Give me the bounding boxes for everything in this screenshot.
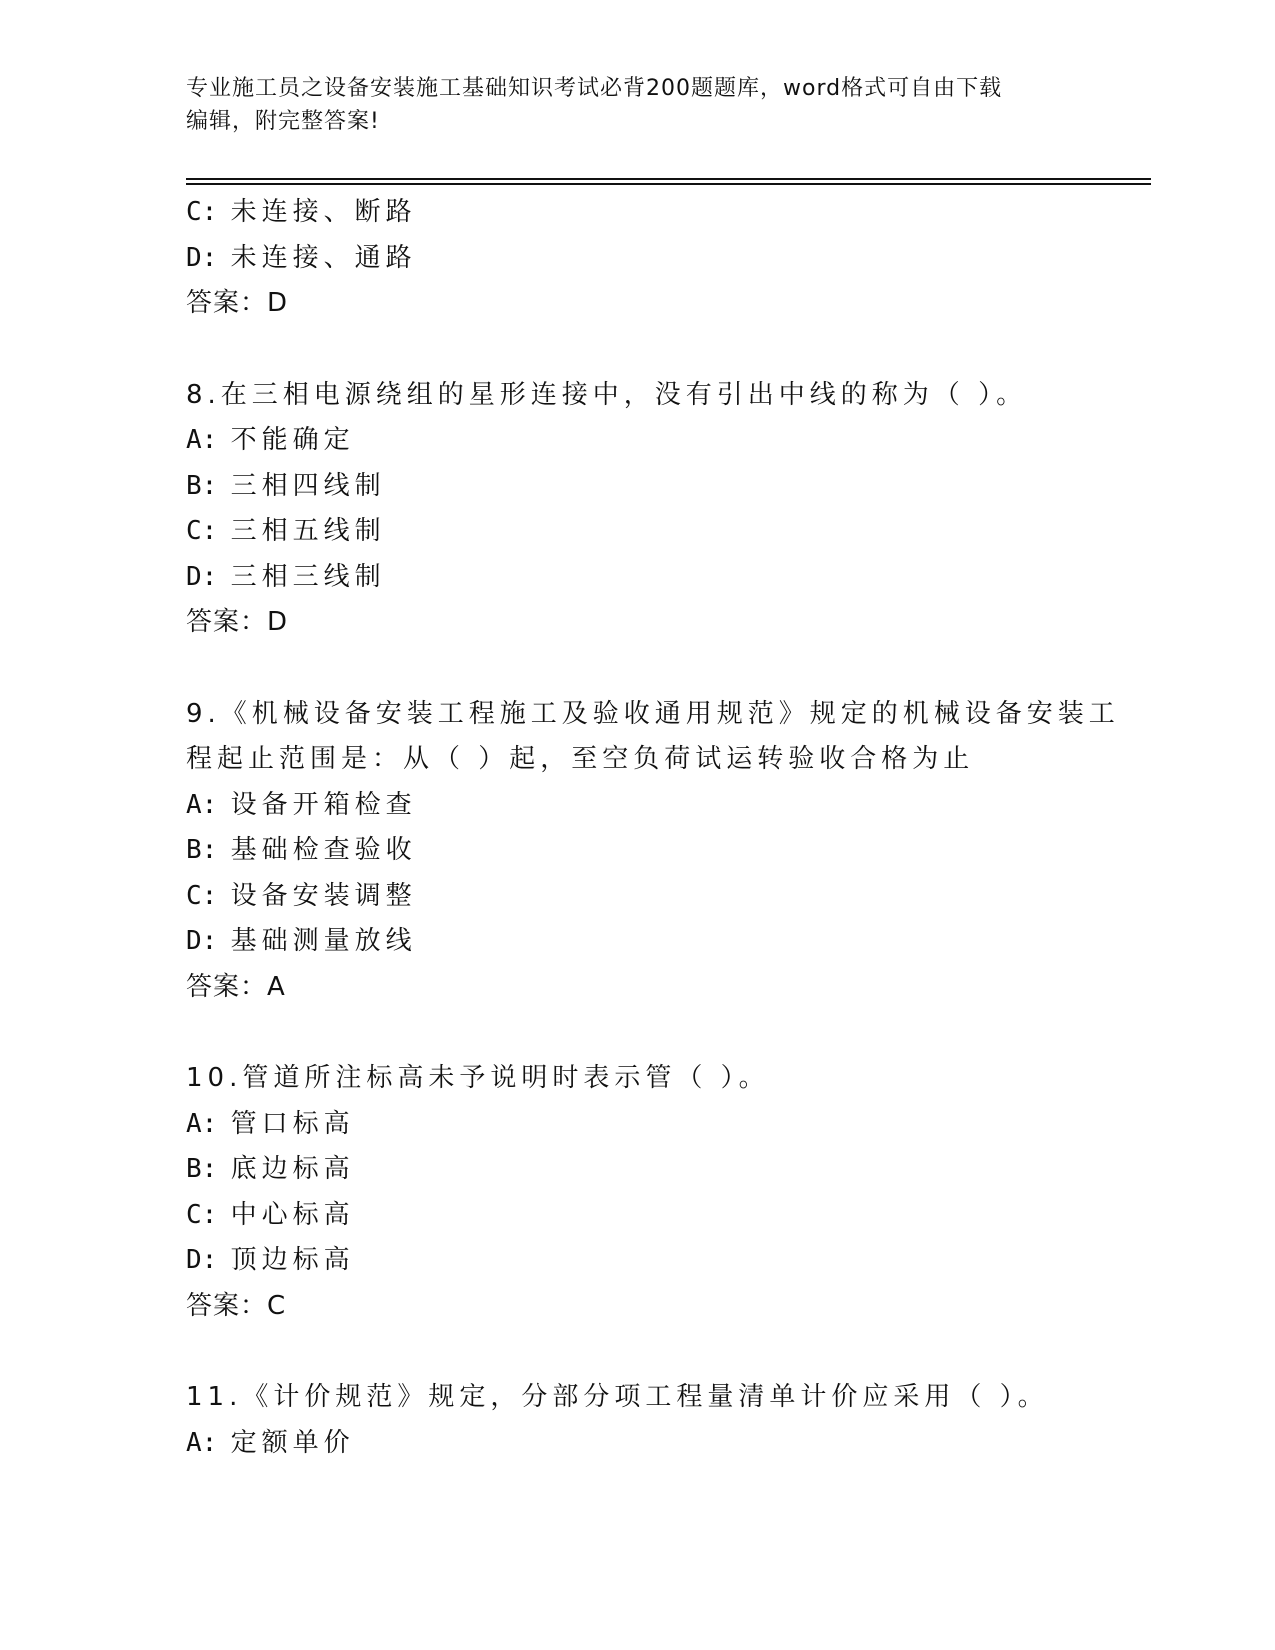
option-text: 三相四线制 bbox=[230, 470, 386, 501]
option-letter: B: bbox=[186, 470, 218, 501]
option-text: 中心标高 bbox=[230, 1199, 355, 1230]
option-text: 三相五线制 bbox=[230, 516, 386, 546]
carryover-block bbox=[186, 190, 1086, 327]
page-header bbox=[186, 72, 1086, 138]
option-letter: D: bbox=[186, 561, 218, 592]
option-text: 管口标高 bbox=[230, 1108, 355, 1139]
option-text: 不能确定 bbox=[230, 425, 355, 455]
option-letter: D: bbox=[186, 926, 218, 956]
option-text: 基础检查验收 bbox=[230, 835, 417, 865]
header-title-line-2: 编辑，附完整答案! bbox=[186, 109, 380, 134]
question-block-11 bbox=[186, 1375, 1086, 1466]
option-line bbox=[186, 464, 1086, 510]
option-letter: B: bbox=[186, 1154, 218, 1184]
option-text: 未连接、断路 bbox=[230, 197, 417, 227]
option-letter: A: bbox=[186, 1108, 218, 1139]
option-line bbox=[186, 783, 1086, 829]
option-letter: D: bbox=[186, 242, 218, 273]
question-title: 10.管道所注标高未予说明时表示管（ ）。 bbox=[186, 1063, 770, 1093]
option-text: 设备开箱检查 bbox=[230, 789, 417, 820]
question-title: 9.《机械设备安装工程施工及验收通用规范》规定的机械设备安装工 bbox=[186, 698, 1120, 729]
question-title: 11.《计价规范》规定，分部分项工程量清单计价应采用（ ）。 bbox=[186, 1382, 1049, 1412]
header-divider-bottom bbox=[186, 183, 1151, 185]
question-gap bbox=[186, 1010, 1086, 1056]
option-text: 基础测量放线 bbox=[230, 926, 417, 956]
option-line bbox=[186, 874, 1086, 920]
option-text: 未连接、通路 bbox=[230, 242, 417, 273]
option-line bbox=[186, 1421, 1086, 1467]
option-line bbox=[186, 828, 1086, 874]
header-divider-top bbox=[186, 178, 1151, 180]
answer-line: 答案：D bbox=[186, 288, 289, 318]
option-line bbox=[186, 1102, 1086, 1148]
question-gap bbox=[186, 327, 1086, 373]
option-line bbox=[186, 418, 1086, 464]
question-gap bbox=[186, 1329, 1086, 1375]
option-text: 设备安装调整 bbox=[230, 880, 417, 911]
option-text: 三相三线制 bbox=[230, 561, 386, 592]
option-line bbox=[186, 1193, 1086, 1239]
option-line bbox=[186, 555, 1086, 601]
option-line bbox=[186, 1238, 1086, 1284]
option-line bbox=[186, 236, 1086, 282]
option-letter: D: bbox=[186, 1245, 218, 1275]
option-letter: B: bbox=[186, 835, 218, 865]
option-letter: A: bbox=[186, 425, 218, 455]
option-text: 底边标高 bbox=[230, 1154, 355, 1184]
answer-line: 答案：D bbox=[186, 607, 289, 637]
option-letter: C: bbox=[186, 516, 218, 546]
question-block-10 bbox=[186, 1056, 1086, 1329]
option-letter: A: bbox=[186, 1427, 218, 1458]
option-letter: A: bbox=[186, 789, 218, 820]
option-letter: C: bbox=[186, 197, 218, 227]
question-title-continued: 程起止范围是：从（ ）起，至空负荷试运转验收合格为止 bbox=[186, 744, 975, 774]
option-line bbox=[186, 1147, 1086, 1193]
question-block-8 bbox=[186, 373, 1086, 646]
option-text: 顶边标高 bbox=[230, 1245, 355, 1275]
option-line bbox=[186, 509, 1086, 555]
header-title-line-1: 专业施工员之设备安装施工基础知识考试必背200题题库，word格式可自由下载 bbox=[186, 76, 1003, 101]
answer-line: 答案：C bbox=[186, 1290, 287, 1321]
answer-line: 答案：A bbox=[186, 971, 286, 1002]
option-line bbox=[186, 190, 1086, 236]
question-title: 8.在三相电源绕组的星形连接中，没有引出中线的称为（ ）。 bbox=[186, 379, 1028, 410]
option-line bbox=[186, 919, 1086, 965]
option-text: 定额单价 bbox=[230, 1427, 355, 1458]
document-body bbox=[186, 190, 1120, 1466]
option-letter: C: bbox=[186, 1199, 218, 1230]
question-block-9 bbox=[186, 692, 1120, 1011]
option-letter: C: bbox=[186, 880, 218, 911]
question-gap bbox=[186, 646, 1086, 692]
